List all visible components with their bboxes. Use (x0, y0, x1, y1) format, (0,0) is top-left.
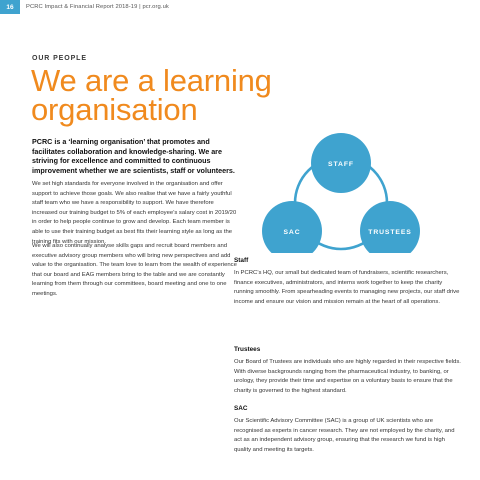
staff-heading: Staff (234, 257, 249, 264)
sac-body: Our Scientific Advisory Committee (SAC) is a group of UK scientists who are recognised as experts in cancer research. They are not employed by the charity, and act as an independent advisory group, ensuring that the research we fund is high quality and meeting its targets. (234, 418, 455, 453)
node-trustees-label: TRUSTEES (368, 229, 412, 236)
intro-paragraph-1: We set high standards for everyone involved in the organisation and offer support to achieve those goals. We also realise that we have a fairly youthful staff team who we have a responsibility to support. We have therefore increased our training budget to 5% of each employee’s salary cost in 2019/20 in order to help people continue to grow and develop. Each team member is able to use their training budget as best fits their learning style as long as the training fits with our mission. (32, 181, 237, 245)
people-cycle-diagram (246, 128, 436, 253)
section-kicker: OUR PEOPLE (32, 55, 87, 62)
trustees-body: Our Board of Trustees are individuals who are highly regarded in their respective fields. With diverse backgrounds ranging from the pharmaceutical industry, to banking, or urology, they provide their time and expertise on a voluntary basis to ensure that the charity is governed to the highest standard. (234, 359, 461, 394)
intro-paragraph-2: We will also continually analyse skills gaps and recruit board members and executive advisory group members who will bring new perspectives and add value to the organisation. The team love to learn from the wealth of experience that our board and EAG members bring to the table and we are constantly learning from them through our committees, board meeting and one to one meetings. (32, 243, 237, 297)
title-line-1: We are a learning (31, 63, 272, 98)
node-staff (311, 133, 371, 193)
sac-heading: SAC (234, 405, 248, 412)
page-number: 16 (0, 0, 20, 14)
page-header (0, 0, 169, 14)
page-title (31, 63, 331, 127)
node-sac-label: SAC (283, 229, 301, 236)
node-staff-label: STAFF (328, 161, 354, 168)
node-trustees (360, 201, 420, 253)
trustees-heading: Trustees (234, 346, 261, 353)
title-line-2: organisation (31, 92, 198, 127)
staff-body: In PCRC’s HQ, our small but dedicated team of fundraisers, scientific researchers, finance executives, administrators, and interns work together to keep the charity running smoothly. From spearheading events to managing new projects, our staff drive income and ensure our vision and mission remain at the heart of all operations. (234, 270, 460, 305)
intro-lead: PCRC is a ‘learning organisation’ that promotes and facilitates collaboration and knowledge-sharing. We are striving for excellence and committed to continuous improvement whether we are scientists, staff or volunteers. (32, 137, 235, 176)
running-head: PCRC Impact & Financial Report 2018-19 | pcr.org.uk (26, 4, 169, 10)
node-sac (262, 201, 322, 253)
